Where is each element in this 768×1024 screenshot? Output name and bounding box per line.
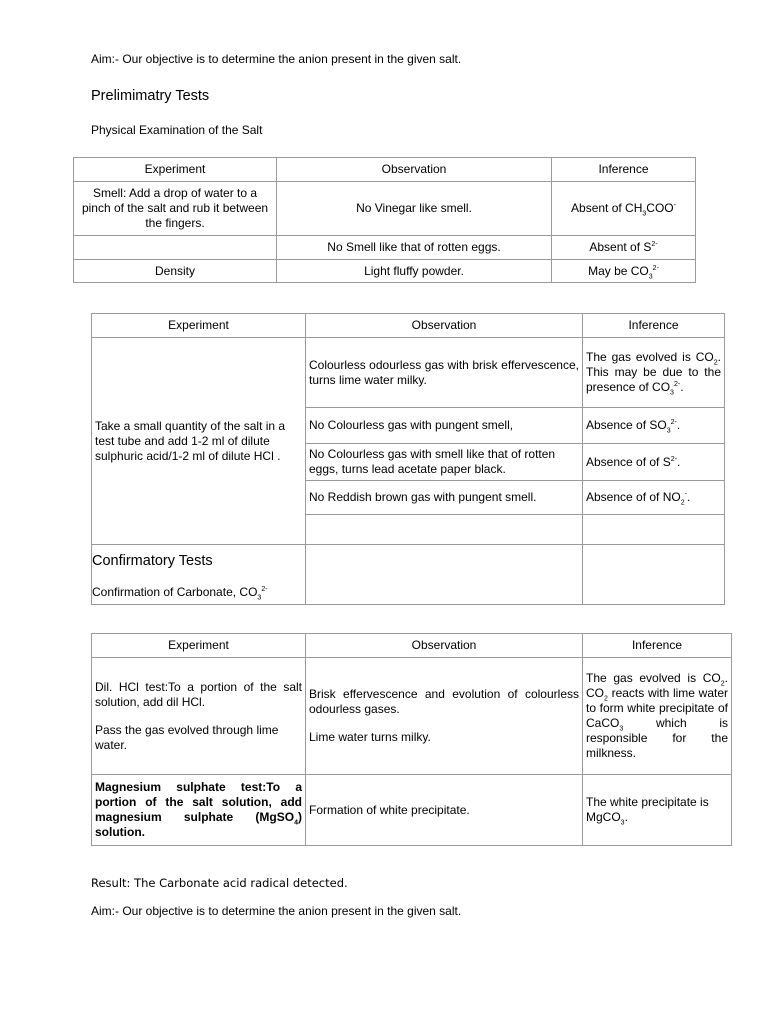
column-header: Observation <box>306 314 583 338</box>
inference-cell: The gas evolved is $CO_2$. This may be due to the presence of $CO_3^{2-}$. <box>583 338 725 408</box>
lime-water-text: Lime water turns milky. <box>309 730 431 744</box>
empty-cell <box>306 515 583 545</box>
column-header: Inference <box>583 634 732 658</box>
column-header: Observation <box>277 158 552 182</box>
confirmatory-test-table <box>91 633 732 846</box>
experiment-cell <box>74 236 277 260</box>
observation-cell <box>306 658 583 775</box>
observation-cell: No Colourless gas with pungent smell, <box>306 408 583 444</box>
inference-cell: May be $CO_3^{2-}$ <box>552 260 696 283</box>
column-header: Experiment <box>92 634 306 658</box>
inference-cell: Absence of of $NO_2^-$. <box>583 481 725 515</box>
inference-cell: The gas evolved is $CO_2$. $CO_2$ reacts with lime water to form white precipitate of CaCO$_3$ which is responsible for the milkness. <box>583 658 732 775</box>
physical-exam-table <box>73 157 696 283</box>
inference-cell: Absence of $SO_3^{2-}$. <box>583 408 725 444</box>
confirmatory-cell <box>92 545 306 605</box>
observation-cell: Light fluffy powder. <box>277 260 552 283</box>
empty-cell <box>583 545 725 605</box>
observation-cell: No Smell like that of rotten eggs. <box>277 236 552 260</box>
inference-cell: The white precipitate is MgCO$_3$. <box>583 775 732 846</box>
column-header: Inference <box>583 314 725 338</box>
observation-cell: No Vinegar like smell. <box>277 182 552 236</box>
experiment-cell: Magnesium sulphate test:To a portion of the salt solution, add magnesium sulphate (MgSO$_4$) solution. <box>92 775 306 846</box>
table-row <box>74 236 696 260</box>
experiment-cell: Take a small quantity of the salt in a test tube and add 1-2 ml of dilute sulphuric acid/1-2 ml of dilute HCl . <box>92 338 306 545</box>
column-header: Experiment <box>92 314 306 338</box>
result-text: Result: The Carbonate acid radical detected. <box>91 876 348 890</box>
table-row <box>92 545 725 605</box>
empty-cell <box>583 515 725 545</box>
lime-water-step-text: Pass the gas evolved through lime water. <box>95 722 279 752</box>
empty-cell <box>306 545 583 605</box>
table-header-row <box>92 634 732 658</box>
column-header: Inference <box>552 158 696 182</box>
inference-cell: Absence of of $S^{2-}$. <box>583 444 725 481</box>
inference-cell: Absent of $S^{2-}$ <box>552 236 696 260</box>
aim-bottom: Aim:- Our objective is to determine the anion present in the given salt. <box>91 904 462 918</box>
confirmatory-heading: Confirmatory Tests <box>92 553 213 569</box>
effervescence-text: Brisk effervescence and evolution of colourless odourless gases. <box>309 687 579 716</box>
table-row <box>74 182 696 236</box>
table-header-row <box>92 314 725 338</box>
preliminary-heading: Prelimimatry Tests <box>91 88 210 104</box>
experiment-cell: Smell: Add a drop of water to a pinch of the salt and rub it between the fingers. <box>74 182 277 236</box>
physical-heading: Physical Examination of the Salt <box>91 123 263 137</box>
table-row <box>92 658 732 775</box>
aim-top: Aim:- Our objective is to determine the anion present in the given salt. <box>91 52 462 66</box>
observation-cell: Colourless odourless gas with brisk effervescence, turns lime water milky. <box>306 338 583 408</box>
observation-cell: Formation of white precipitate. <box>306 775 583 846</box>
dil-hcl-test-text: Dil. HCl test:To a portion of the salt solution, add dil HCl. <box>95 679 302 709</box>
experiment-cell: Density <box>74 260 277 283</box>
observation-cell: No Reddish brown gas with pungent smell. <box>306 481 583 515</box>
table-row <box>74 260 696 283</box>
table-row <box>92 775 732 846</box>
observation-cell: No Colourless gas with smell like that of rotten eggs, turns lead acetate paper black. <box>306 444 583 481</box>
column-header: Observation <box>306 634 583 658</box>
inference-cell: Absent of $CH_3COO^-$ <box>552 182 696 236</box>
dilute-acid-test-table <box>91 313 725 605</box>
column-header: Experiment <box>74 158 277 182</box>
table-header-row <box>74 158 696 182</box>
confirmation-label: Confirmation of Carbonate, $CO_3^{2-}$ <box>92 585 268 602</box>
experiment-cell <box>92 658 306 775</box>
table-row <box>92 338 725 408</box>
